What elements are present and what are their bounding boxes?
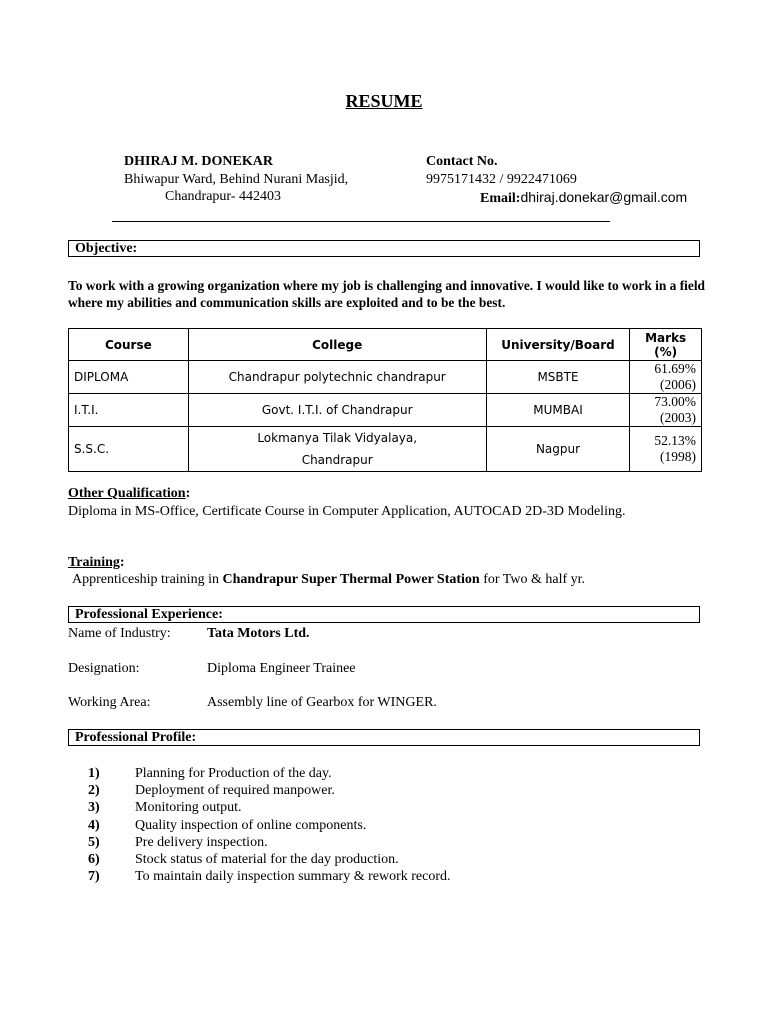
header-divider [112,221,610,222]
profile-list [88,765,451,885]
header-college: College [188,329,486,361]
industry-label: Name of Industry: [68,626,171,641]
email-label: Email: [480,191,521,206]
experience-heading: Professional Experience: [68,606,700,623]
training-heading: Training: [68,555,125,570]
board-cell: Nagpur [486,427,630,472]
header-university: University/Board [486,329,630,361]
phone-numbers: 9975171432 / 9922471069 [426,172,577,187]
marks-year: (2006) [660,377,696,392]
marks-value: 61.69% [654,361,696,376]
objective-text: To work with a growing organization where my job is challenging and innovative. I would like to work in a field where my abilities and communication skills are exploited and to be the best. [68,278,705,310]
marks-value: 73.00% [654,394,696,409]
list-item: 7) To maintain daily inspection summary & rework record. [88,869,451,885]
candidate-name: DHIRAJ M. DONEKAR [124,154,273,169]
course-cell: S.S.C. [69,427,189,472]
marks-cell [630,361,702,394]
email-address[interactable]: dhiraj.donekar@gmail.com [520,189,688,205]
list-item: 5) Pre delivery inspection. [88,834,268,850]
college-cell: Govt. I.T.I. of Chandrapur [188,394,486,427]
education-header-row [69,329,702,361]
header-marks: Marks (%) [630,329,702,361]
profile-heading: Professional Profile: [68,729,700,746]
college-cell: Lokmanya Tilak Vidyalaya, Chandrapur [188,427,486,472]
list-item: 4) Quality inspection of online components. [88,817,367,833]
marks-year: (2003) [660,410,696,425]
other-qualification-heading: Other Qualification: [68,486,191,501]
marks-cell [630,427,702,472]
table-row [69,394,702,427]
college-cell: Chandrapur polytechnic chandrapur [188,361,486,394]
education-table [68,328,702,472]
marks-cell [630,394,702,427]
list-item: 1) Planning for Production of the day. [88,766,332,781]
email-row [480,189,687,207]
designation-label: Designation: [68,661,140,676]
objective-heading: Objective: [68,240,700,257]
course-cell: DIPLOMA [69,361,189,394]
table-row [69,427,702,472]
list-item: 6) Stock status of material for the day production. [88,851,399,867]
contact-label: Contact No. [426,154,498,169]
training-place: Chandrapur Super Thermal Power Station [222,572,480,587]
list-item: 2) Deployment of required manpower. [88,783,335,799]
resume-title: RESUME [345,91,423,111]
list-item: 3) Monitoring output. [88,800,242,816]
board-cell: MUMBAI [486,394,630,427]
training-text: Apprenticeship training in Chandrapur Super Thermal Power Station for Two & half yr. [72,572,586,587]
address-line-1: Bhiwapur Ward, Behind Nurani Masjid, [124,172,349,187]
header-course: Course [69,329,189,361]
working-area-value: Assembly line of Gearbox for WINGER. [207,695,437,710]
other-qualification-text: Diploma in MS-Office, Certificate Course in Computer Application, AUTOCAD 2D-3D Modeling. [68,504,626,519]
marks-year: (1998) [660,449,696,464]
table-row [69,361,702,394]
course-cell: I.T.I. [69,394,189,427]
designation-value: Diploma Engineer Trainee [207,661,356,676]
board-cell: MSBTE [486,361,630,394]
working-area-label: Working Area: [68,695,151,710]
marks-value: 52.13% [654,433,696,448]
industry-value: Tata Motors Ltd. [207,626,310,641]
address-line-2: Chandrapur- 442403 [165,189,281,204]
